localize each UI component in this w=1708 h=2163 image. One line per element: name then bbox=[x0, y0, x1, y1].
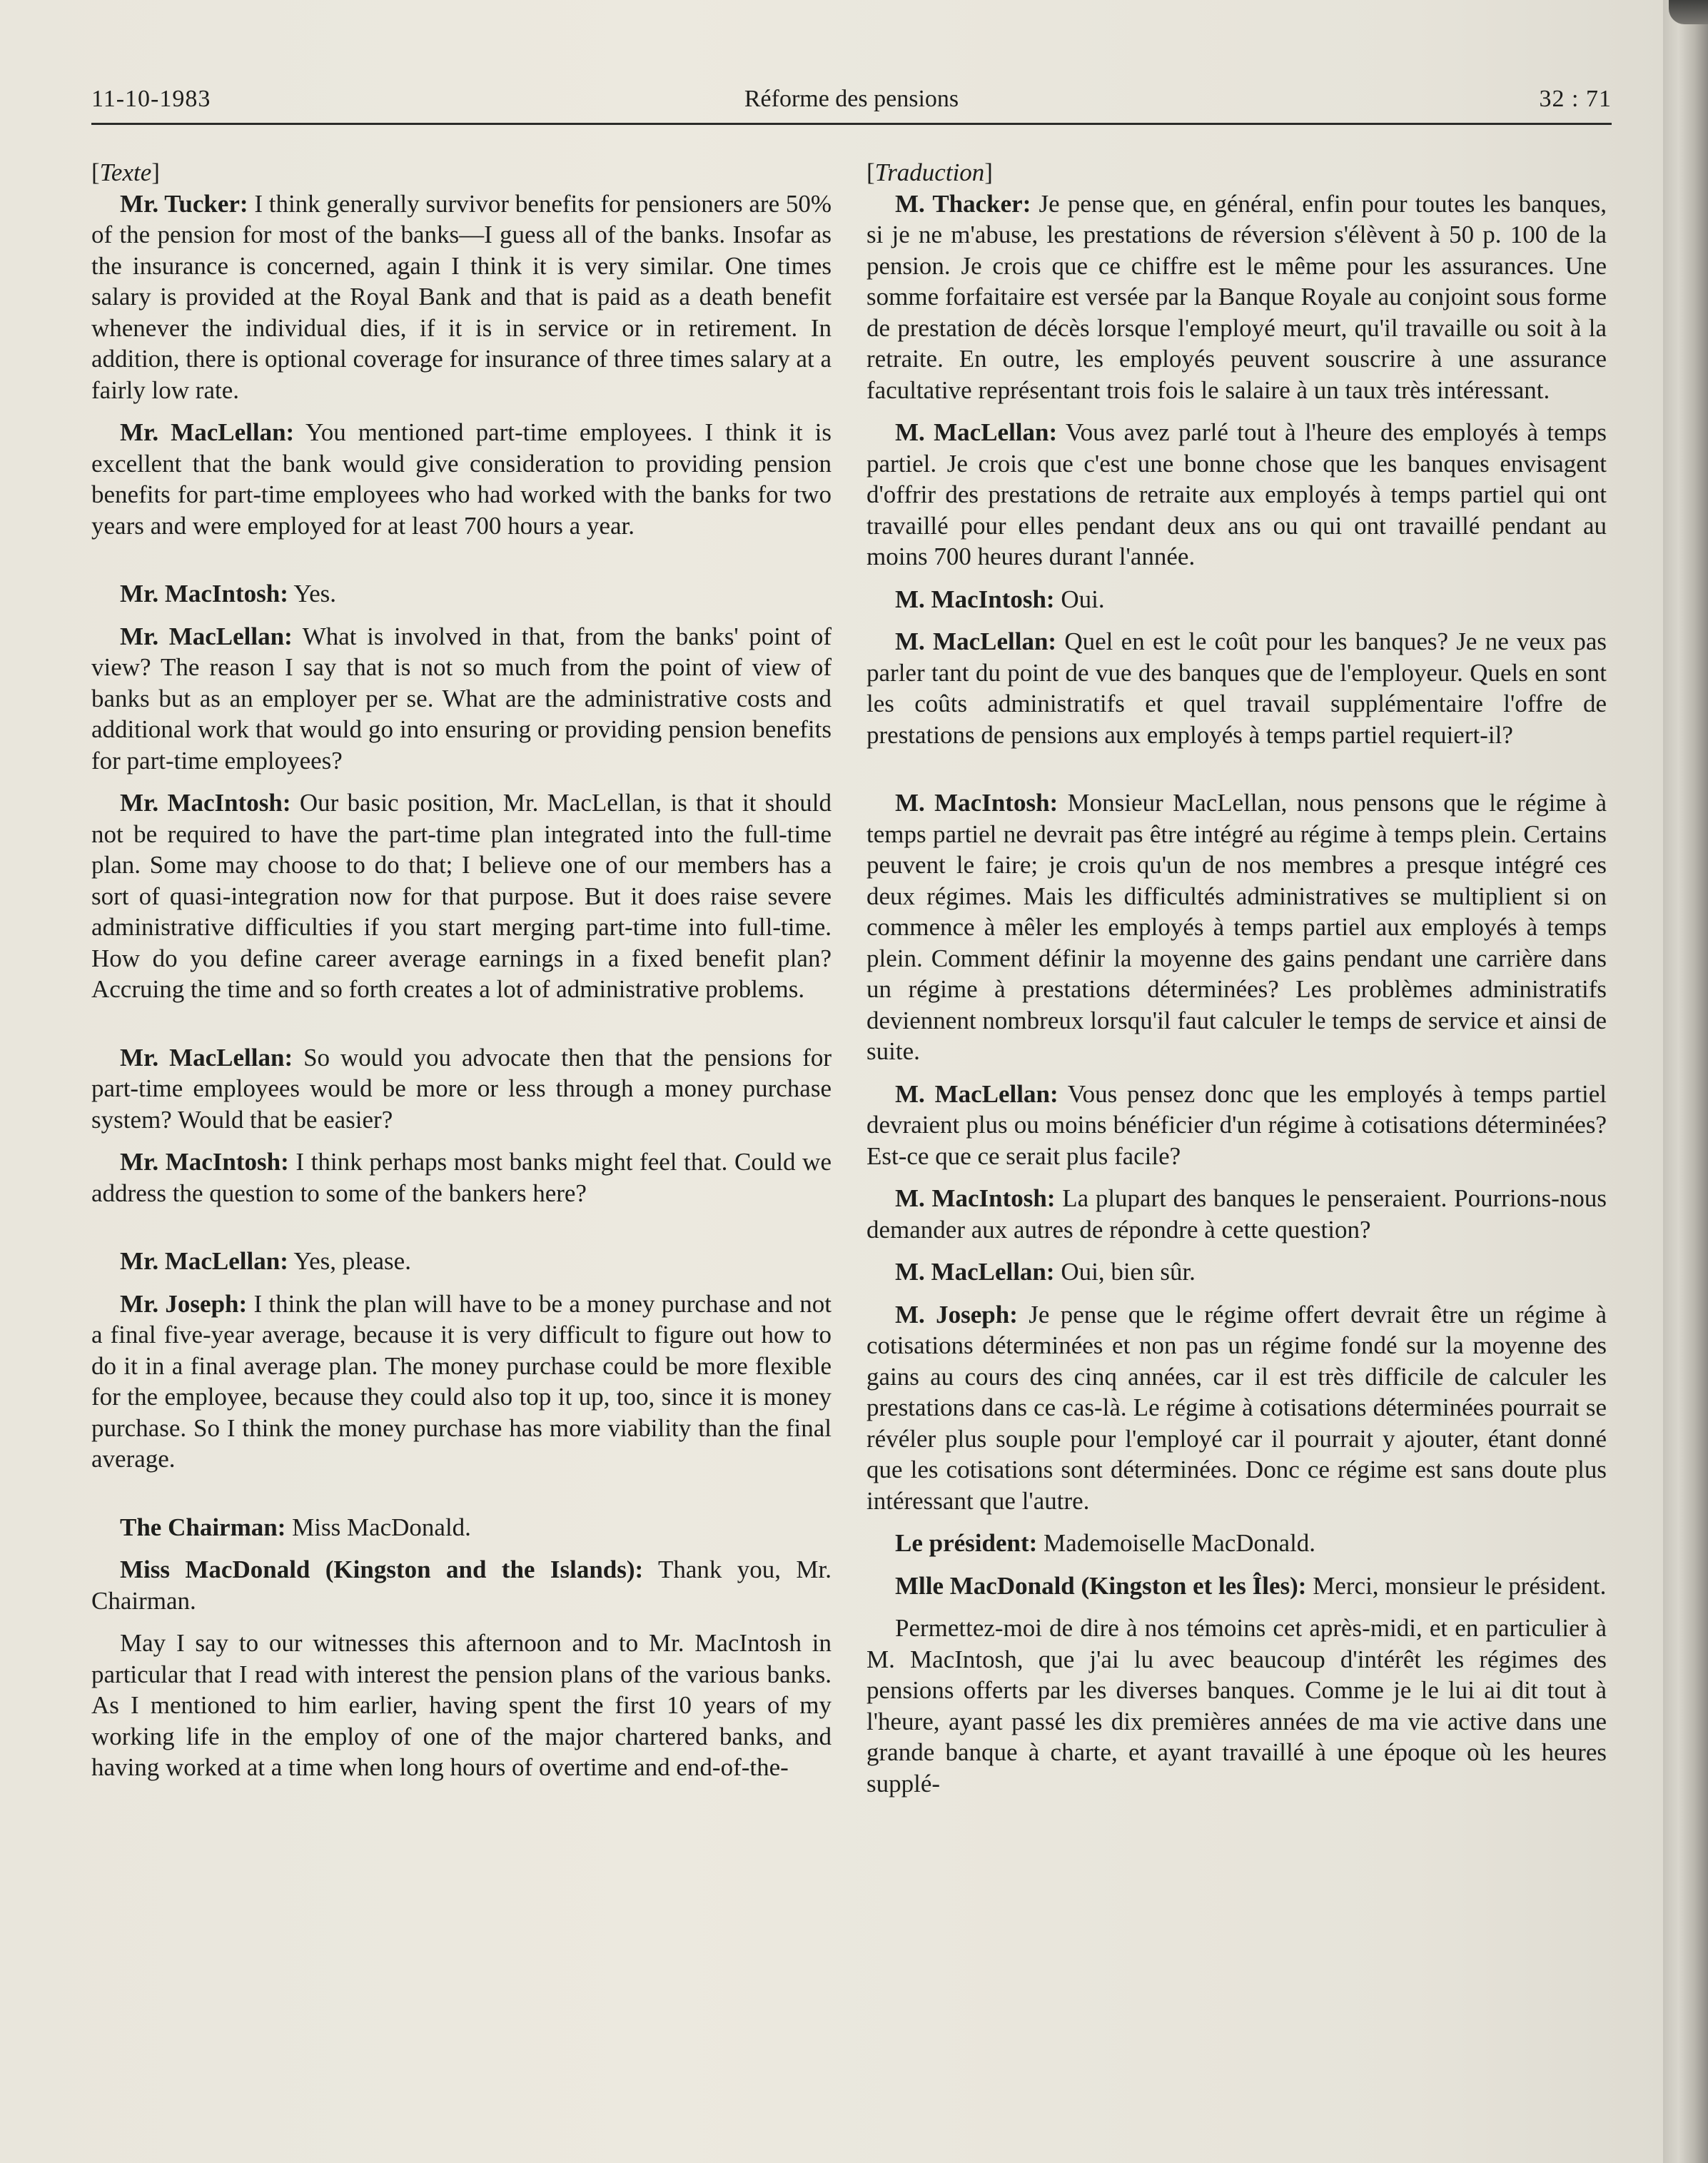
transcript-paragraph: Mr. MacLellan: What is involved in that, from the banks' point of view? The reason I say that is not so much from the point of view of banks but as an employer per se. What are the administrative costs and additional work that would go into ensuring or providing pension benefits for part-time employees? bbox=[91, 622, 832, 775]
speaker-name: The Chairman: bbox=[120, 1513, 286, 1541]
speaker-name: Mr. MacIntosh: bbox=[120, 789, 291, 817]
transcript-paragraph: Mr. MacLellan: So would you advocate then that the pensions for part-time employees would be more or less through a money purchase system? Would that be easier? bbox=[91, 1043, 832, 1134]
transcript-paragraph: Mr. MacLellan: Yes, please. bbox=[120, 1247, 411, 1275]
speaker-name: Miss MacDonald (Kingston and the Islands): bbox=[120, 1556, 644, 1583]
speaker-name: M. Joseph: bbox=[895, 1300, 1018, 1328]
header-page-number: 32 : 71 bbox=[1539, 86, 1612, 112]
header-date: 11-10-1983 bbox=[91, 86, 211, 112]
transcript-paragraph: M. MacLellan: Quel en est le coût pour les banques? Je ne veux pas parler tant du point de vue des banques que de l'employeur. Quels en sont les coûts administratifs et quel travail supplémentaire l'offre de prestations de pensions aux employés à temps partiel requiert-il? bbox=[866, 627, 1607, 749]
speaker-name: M. MacLellan: bbox=[895, 418, 1058, 446]
transcript-paragraph: Mr. MacIntosh: Yes. bbox=[120, 580, 337, 607]
speaker-name: M. MacIntosh: bbox=[895, 1184, 1056, 1212]
speaker-name: M. MacIntosh: bbox=[895, 789, 1058, 817]
transcript-paragraph: M. Joseph: Je pense que le régime offert devrait être un régime à cotisations déterminées et non pas un régime fondé sur la moyenne des gains au cours des cinq années, car il est très difficile de calculer les prestations dans ce cas-là. Le régime à cotisations déterminées pourrait se révéler plus souple pour l'employé car il pourrait y ajouter, étant donné que les cotisations sont déterminées. Donc ce régime est sans doute plus intéressant que l'autre. bbox=[866, 1300, 1607, 1515]
binding-edge bbox=[1663, 0, 1708, 2163]
transcript-paragraph: Le président: Mademoiselle MacDonald. bbox=[895, 1529, 1316, 1557]
transcript-paragraph: Permettez-moi de dire à nos témoins cet après-midi, et en particulier à M. MacIntosh, que j'ai lu avec beaucoup d'intérêt les régimes des pensions offerts par les diverses banques. Comme je le lui ai dit tout à l'heure, ayant passé les dix premières années de ma vie active dans une grande banque à charte, et ayant travaillé à une époque où les heures supplé- bbox=[866, 1614, 1607, 1798]
speaker-name: M. MacLellan: bbox=[895, 1258, 1055, 1286]
speaker-name: Mr. MacLellan: bbox=[120, 622, 293, 650]
transcript-paragraph: Mr. Tucker: I think generally survivor benefits for pensioners are 50% of the pension for most of the banks—I guess all of the banks. Insofar as the insurance is concerned, again I think it is very similar. One times salary is provided at the Royal Bank and that is paid as a death benefit whenever the individual dies, if it is in service or in retirement. In addition, there is optional coverage for insurance of three times salary at a fairly low rate. bbox=[91, 189, 832, 404]
binding-nick bbox=[1669, 0, 1708, 24]
transcript-paragraph: M. MacIntosh: Monsieur MacLellan, nous pensons que le régime à temps partiel ne devrait pas être intégré au régime à temps plein. Certains peuvent le faire; je crois qu'un de nos membres a presque intégré ces deux régimes. Mais les difficultés administratives se multiplient si on commence à mêler les employés à temps partiel aux employés à temps plein. Comment définir la moyenne des gains pendant une carrière dans un régime à prestations déterminées? Les problèmes administratifs deviennent nombreux lorsqu'il faut calculer le temps de service et ainsi de suite. bbox=[866, 789, 1607, 1065]
speaker-name: Mr. MacIntosh: bbox=[120, 580, 288, 607]
transcript-paragraph: Mr. Joseph: I think the plan will have to be a money purchase and not a final five-year average, because it is very difficult to figure out how to do it in a final average plan. The money purchase could be more flexible for the employee, because they could also top it up, too, since it is money purchase. So I think the money purchase has more viability than the final average. bbox=[91, 1289, 832, 1473]
speaker-name: Mr. Joseph: bbox=[120, 1289, 248, 1318]
speaker-name: Mr. MacLellan: bbox=[120, 1043, 293, 1072]
transcript-paragraph: M. MacIntosh: La plupart des banques le penseraient. Pourrions-nous demander aux autres de répondre à cette question? bbox=[866, 1184, 1607, 1244]
speaker-name: Mr. MacLellan: bbox=[120, 1247, 288, 1275]
column-heading: [Traduction] bbox=[866, 158, 993, 186]
transcript-paragraph: Mr. MacIntosh: I think perhaps most banks might feel that. Could we address the question to some of the bankers here? bbox=[91, 1148, 832, 1207]
transcript-paragraph: M. Thacker: Je pense que, en général, enfin pour toutes les banques, si je ne m'abuse, les prestations de réversion s'élèvent à 50 p. 100 de la pension. Je crois que ce chiffre est le même pour les assurances. Une somme forfaitaire est versée par la Banque Royale au conjoint sous forme de prestation de décès lorsque l'employé meurt, qu'il travaille ou soit à la retraite. En outre, les employés peuvent souscrire à une assurance facultative représentant trois fois le salaire à un taux très intéressant. bbox=[866, 189, 1607, 404]
speaker-name: Le président: bbox=[895, 1529, 1038, 1557]
transcript-paragraph: Mlle MacDonald (Kingston et les Îles): Merci, monsieur le président. bbox=[895, 1571, 1607, 1600]
transcript-paragraph: M. MacLellan: Oui, bien sûr. bbox=[895, 1258, 1196, 1286]
transcript-paragraph: The Chairman: Miss MacDonald. bbox=[120, 1513, 471, 1541]
transcript-paragraph: M. MacLellan: Vous pensez donc que les employés à temps partiel devraient plus ou moins bénéficier d'un régime à cotisations déterminées? Est-ce que ce serait plus facile? bbox=[866, 1079, 1607, 1170]
transcript-paragraph: Miss MacDonald (Kingston and the Islands): Thank you, Mr. Chairman. bbox=[91, 1556, 832, 1615]
speaker-name: Mlle MacDonald (Kingston et les Îles): bbox=[895, 1571, 1307, 1600]
transcript-paragraph: M. MacLellan: Vous avez parlé tout à l'heure des employés à temps partiel. Je crois que c'est une bonne chose que les banques envisagent d'offrir des prestations de retraite aux employés à temps partiel qui ont travaillé pour elles pendant deux ans ou qui ont travaillé pendant au moins 700 heures durant l'année. bbox=[866, 418, 1607, 570]
speaker-name: M. MacLellan: bbox=[895, 1079, 1058, 1108]
english-column bbox=[91, 157, 832, 1795]
speaker-name: Mr. Tucker: bbox=[120, 189, 248, 218]
speaker-name: M. MacLellan: bbox=[895, 627, 1057, 655]
header-title: Réforme des pensions bbox=[744, 86, 959, 112]
transcript-paragraph: Mr. MacIntosh: Our basic position, Mr. MacLellan, is that it should not be required to have the part-time plan integrated into the full-time plan. Some may choose to do that; I believe one of our members has a sort of quasi-integration now for that purpose. But it does raise severe administrative difficulties if you start merging part-time into full-time. How do you define career average earnings in a fixed benefit plan? Accruing the time and so forth creates a lot of administrative problems. bbox=[91, 789, 832, 1003]
transcript-paragraph: M. MacIntosh: Oui. bbox=[895, 585, 1105, 613]
speaker-name: M. MacIntosh: bbox=[895, 585, 1055, 613]
speaker-name: M. Thacker: bbox=[895, 189, 1031, 218]
transcript-paragraph: Mr. MacLellan: You mentioned part-time employees. I think it is excellent that the bank would give consideration to providing pension benefits for part-time employees who had worked with the banks for two years and were employed for at least 700 hours a year. bbox=[91, 418, 832, 540]
speaker-name: Mr. MacLellan: bbox=[120, 418, 295, 446]
speaker-name: Mr. MacIntosh: bbox=[120, 1148, 289, 1176]
column-heading: [Texte] bbox=[91, 158, 160, 186]
header-rule bbox=[91, 123, 1612, 125]
transcript-paragraph: May I say to our witnesses this afternoon and to Mr. MacIntosh in particular that I read with interest the pension plans of the various banks. As I mentioned to him earlier, having spent the first 10 years of my working life in the employ of one of the major chartered banks, and having worked at a time when long hours of overtime and end-of-the- bbox=[91, 1629, 832, 1781]
french-column bbox=[866, 157, 1607, 1810]
running-header bbox=[91, 84, 1612, 126]
